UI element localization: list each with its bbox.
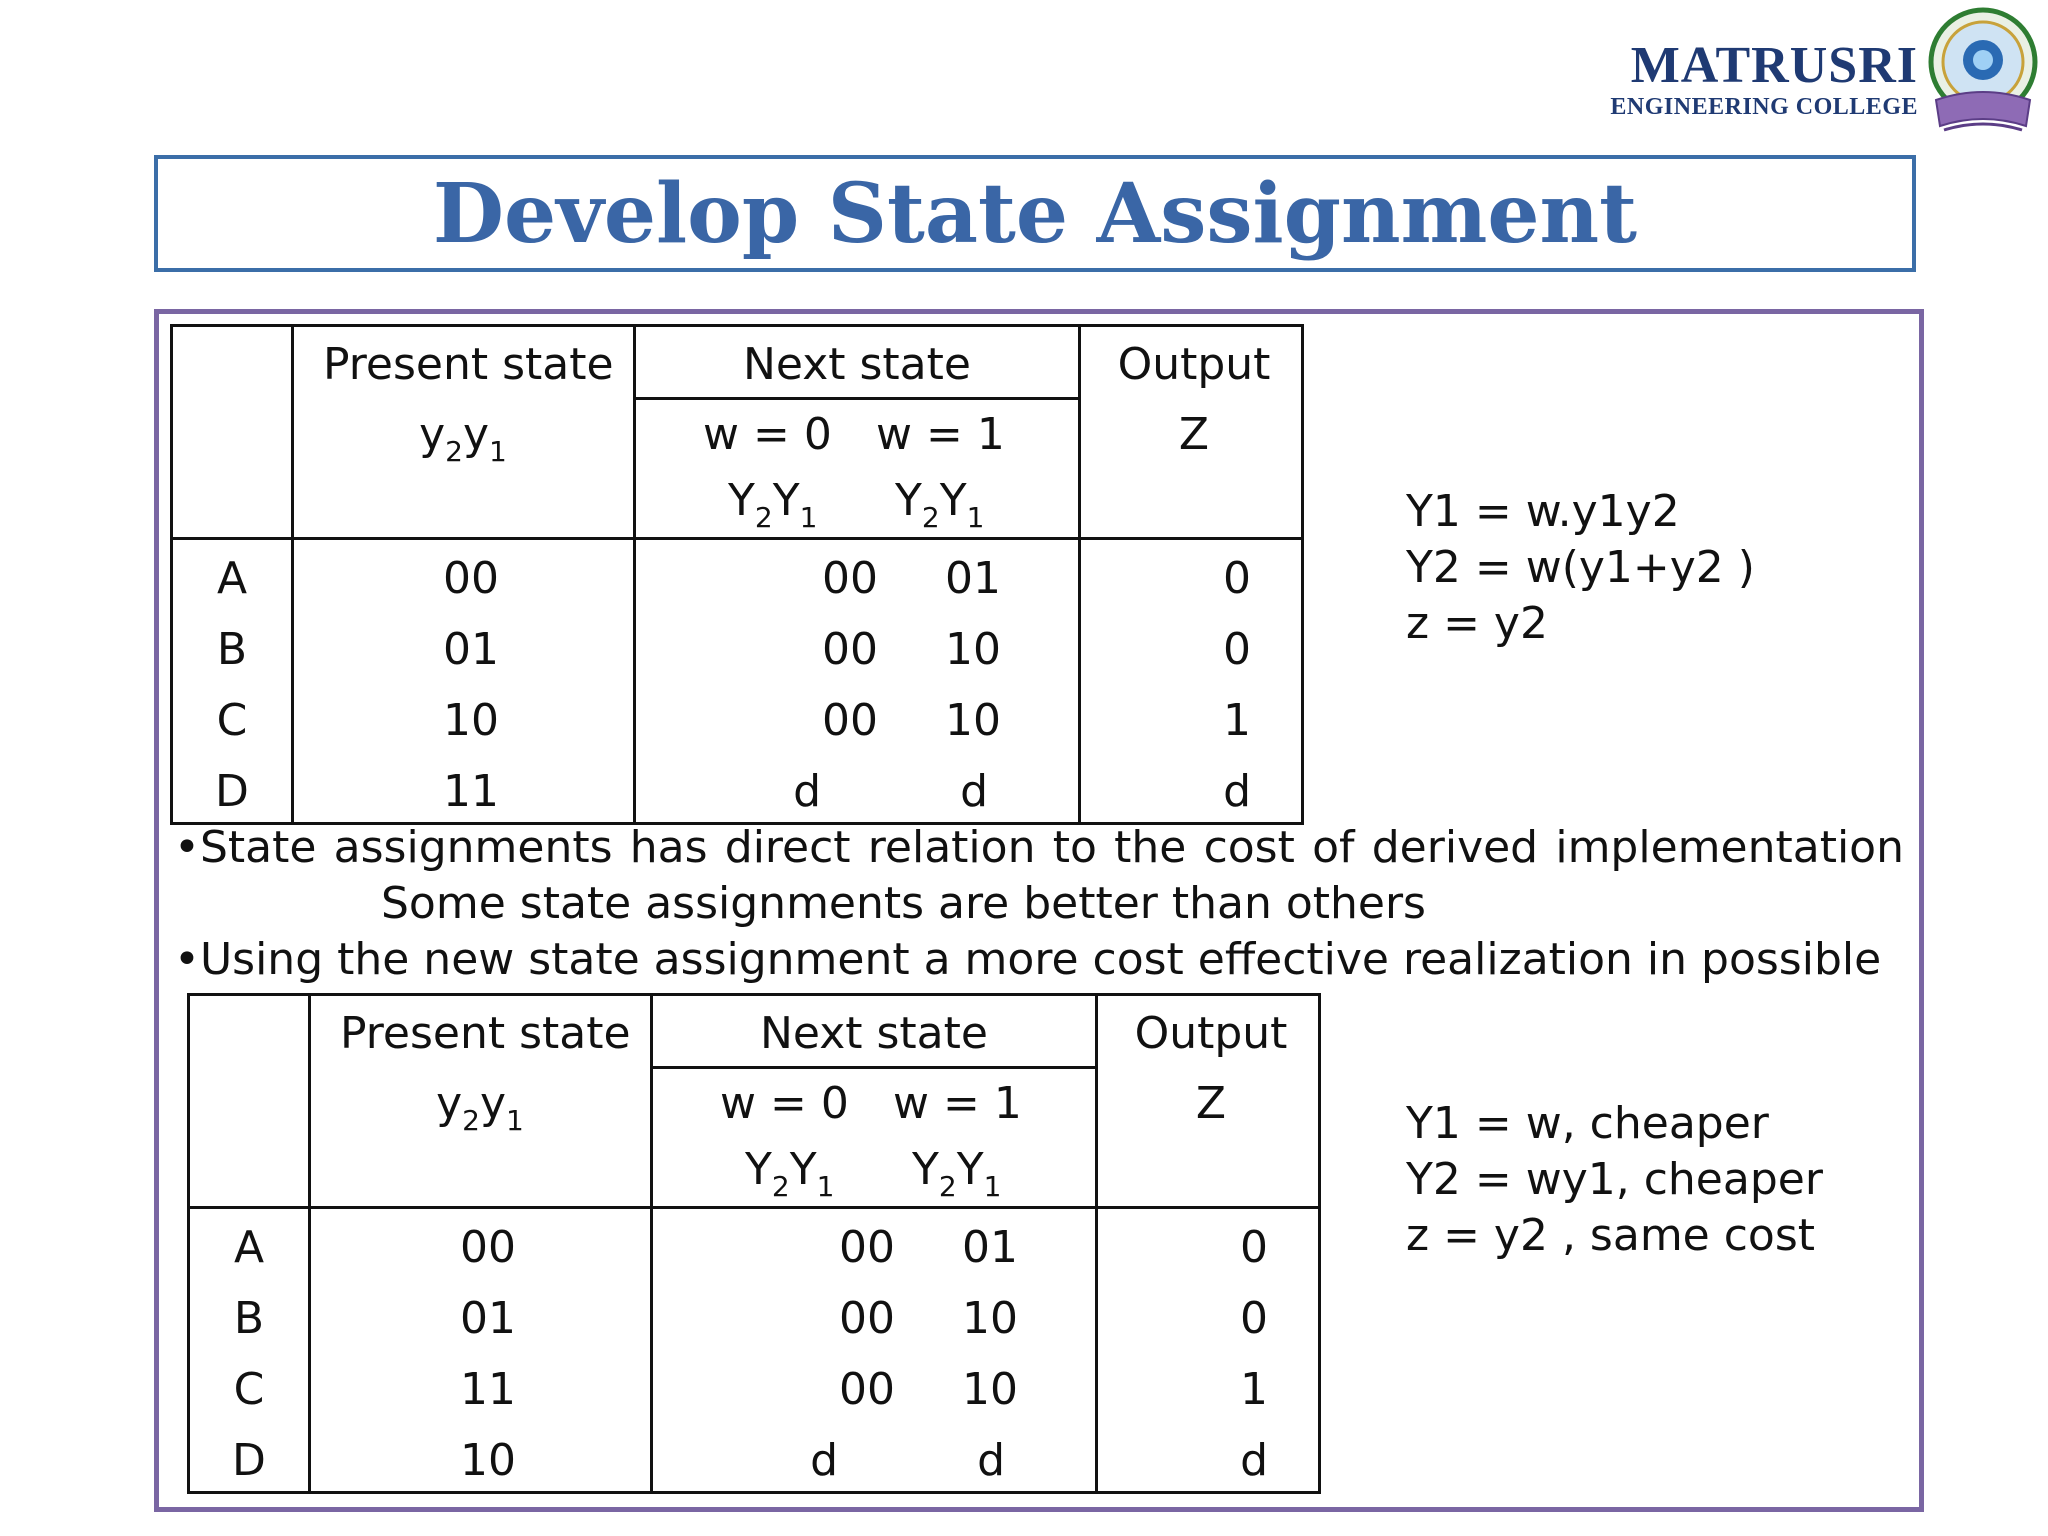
header-output-var: Z	[1178, 409, 1210, 460]
header-w0: w = 0	[703, 409, 832, 460]
college-emblem-icon	[1922, 4, 2044, 144]
cell-next-w1: 10	[962, 1293, 1018, 1344]
cell-state: D	[215, 766, 249, 817]
header-output: Output	[1117, 339, 1271, 390]
header-present-state: Present state	[323, 339, 614, 390]
cell-next-w1: d	[977, 1435, 1005, 1486]
cell-next-w0: d	[810, 1435, 838, 1486]
cell-next-w1: 01	[962, 1222, 1018, 1273]
cell-next-w1: 10	[945, 624, 1001, 675]
cell-state: A	[216, 553, 248, 604]
cell-next-w1: d	[960, 766, 988, 817]
equation-line: z = y2	[1406, 598, 1548, 649]
cell-state: C	[216, 695, 248, 746]
cell-present: 00	[460, 1222, 516, 1273]
equations-new	[1406, 1096, 1823, 1264]
cell-state: B	[216, 624, 248, 675]
cell-next-w0: 00	[839, 1293, 895, 1344]
equations-original	[1406, 484, 1755, 652]
cell-output: 1	[1240, 1364, 1268, 1415]
title-box	[154, 155, 1916, 272]
cell-next-w0: 00	[839, 1222, 895, 1273]
header-w1: w = 1	[876, 409, 1005, 460]
logo-subtitle: ENGINEERING COLLEGE	[1610, 94, 1918, 120]
cell-output: 0	[1223, 553, 1251, 604]
state-table-new	[187, 993, 1321, 1494]
header-w0: w = 0	[720, 1078, 849, 1129]
cell-state: C	[233, 1364, 265, 1415]
cell-output: 0	[1223, 624, 1251, 675]
equation-line: Y1 = w, cheaper	[1406, 1098, 1769, 1149]
header-next-vars-w1: $Y_2Y_1$	[912, 1144, 1002, 1203]
header-present-state: Present state	[340, 1008, 631, 1059]
state-table-original	[170, 324, 1304, 825]
bullet-1: •State assignments has direct relation to the cost of derived implementation	[174, 822, 1904, 873]
equation-line: Y1 = w.y1y2	[1406, 486, 1680, 537]
header-next-state: Next state	[760, 1008, 988, 1059]
bullet-1-continuation: Some state assignments are better than others	[381, 878, 1426, 929]
header-w1: w = 1	[893, 1078, 1022, 1129]
cell-next-w1: 10	[945, 695, 1001, 746]
header-next-state: Next state	[743, 339, 971, 390]
bullet-2: •Using the new state assignment a more cost effective realization in possible	[174, 934, 1882, 985]
cell-next-w0: 00	[822, 624, 878, 675]
college-logo	[1598, 30, 2043, 142]
cell-present: 00	[443, 553, 499, 604]
cell-output: d	[1223, 766, 1251, 817]
cell-next-w0: 00	[822, 695, 878, 746]
cell-state: D	[232, 1435, 266, 1486]
equation-line: z = y2 , same cost	[1406, 1210, 1816, 1261]
header-present-vars: $y_2y_1$	[436, 1078, 524, 1137]
header-output-var: Z	[1195, 1078, 1227, 1129]
cell-present: 10	[443, 695, 499, 746]
cell-present: 11	[460, 1364, 516, 1415]
header-next-vars-w0: $Y_2Y_1$	[728, 475, 818, 534]
cell-state: A	[233, 1222, 265, 1273]
cell-next-w1: 01	[945, 553, 1001, 604]
cell-next-w0: d	[793, 766, 821, 817]
cell-present: 01	[460, 1293, 516, 1344]
cell-next-w0: 00	[839, 1364, 895, 1415]
cell-present: 01	[443, 624, 499, 675]
cell-present: 10	[460, 1435, 516, 1486]
header-present-vars: $y_2y_1$	[419, 409, 507, 468]
cell-next-w1: 10	[962, 1364, 1018, 1415]
cell-next-w0: 00	[822, 553, 878, 604]
bullet-points	[174, 820, 1904, 988]
cell-present: 11	[443, 766, 499, 817]
cell-output: 0	[1240, 1222, 1268, 1273]
cell-state: B	[233, 1293, 265, 1344]
header-next-vars-w0: $Y_2Y_1$	[745, 1144, 835, 1203]
equation-line: Y2 = w(y1+y2 )	[1406, 542, 1755, 593]
header-next-vars-w1: $Y_2Y_1$	[895, 475, 985, 534]
equation-line: Y2 = wy1, cheaper	[1406, 1154, 1823, 1205]
cell-output: 0	[1240, 1293, 1268, 1344]
slide-title: Develop State Assignment	[432, 165, 1638, 262]
cell-output: d	[1240, 1435, 1268, 1486]
logo-name: MATRUSRI	[1630, 37, 1918, 94]
header-output: Output	[1134, 1008, 1288, 1059]
cell-output: 1	[1223, 695, 1251, 746]
